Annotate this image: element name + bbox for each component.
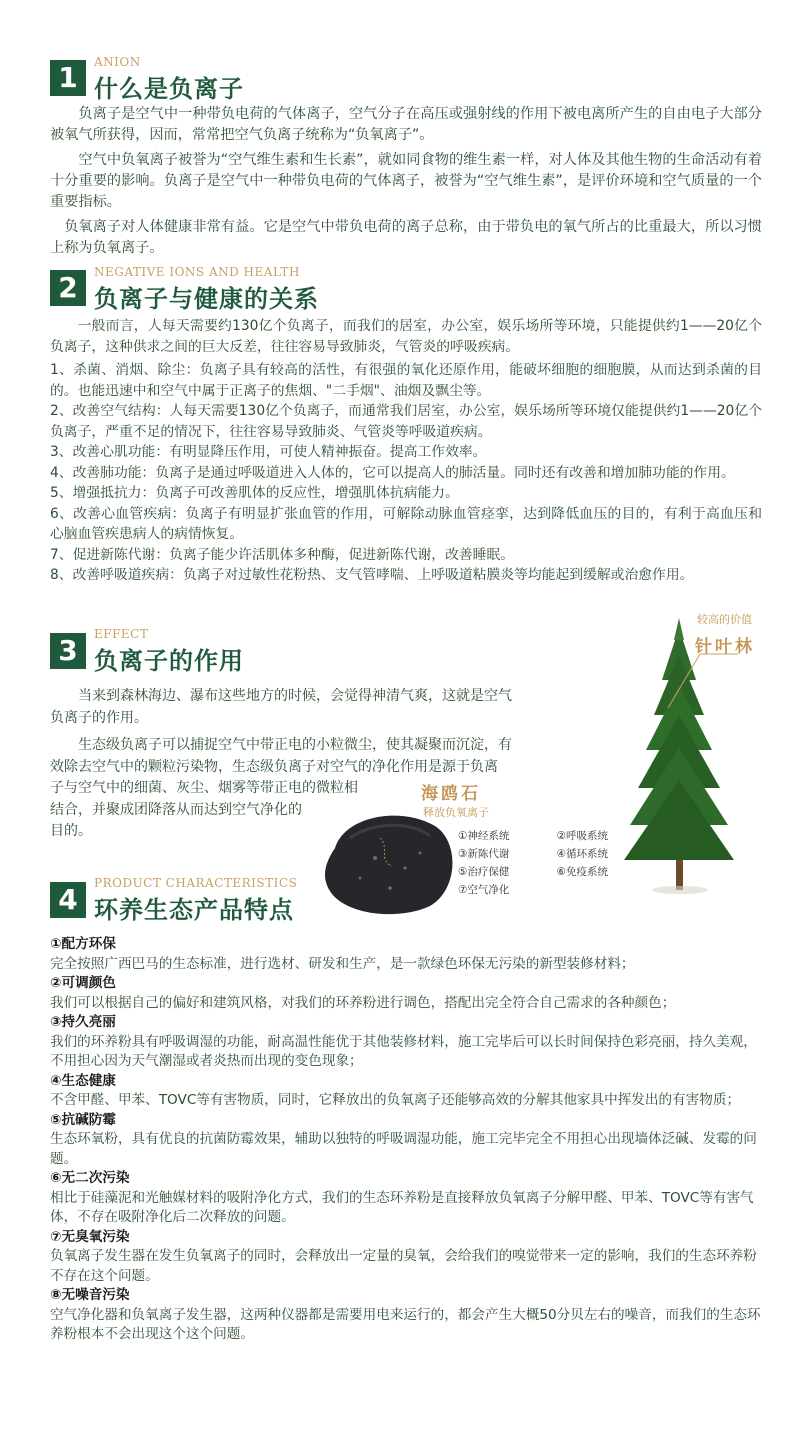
feature-body: 相比于硅藻泥和光触媒材料的吸附净化方式，我们的生态环养粉是直接释放负氧离子分解甲醛、甲苯、TOVC等有害气体，不存在吸附净化后二次释放的问题。	[50, 1189, 754, 1225]
callout-line	[660, 650, 740, 710]
list-item: 6、改善心血管疾病：负离子有明显扩张血管的作用，可解除动脉血管痉挛，达到降低血压的目的，有利于高血压和心脑血管疾患病人的病情恢复。	[50, 505, 762, 542]
text-line: 当来到森林海边、瀑布这些地方的时候，会觉得神清气爽，这就是空气	[78, 688, 512, 704]
benefit-item: ②呼吸系统	[556, 830, 608, 842]
list-item: 7、促进新陈代谢：负离子能少许活肌体多种酶，促进新陈代谢，改善睡眠。	[50, 546, 515, 563]
list-item: 8、改善呼吸道疾病：负离子对过敏性花粉热、支气管哮喘、上呼吸道粘膜炎等均能起到缓解或治愈作用。	[50, 567, 694, 583]
feature-body: 不含甲醛、甲苯、TOVC等有害物质，同时，它释放出的负氧离子还能够高效的分解其他家具中挥发出的有害物质；	[50, 1092, 741, 1108]
section-number-1: 1	[50, 60, 86, 96]
text-line: 目的。	[50, 823, 92, 839]
feature-item	[50, 1286, 762, 1345]
feature-body: 生态环氧粉，具有优良的抗菌防霉效果，辅助以独特的呼吸调湿功能，施工完毕完全不用担心出现墙体泛碱、发霉的问题。	[50, 1131, 757, 1167]
benefit-item: ①神经系统	[458, 830, 510, 842]
list-item: 1、杀菌、消烟、除尘：负离子具有较高的活性，有很强的氧化还原作用，能破坏细胞的细胞膜，从而达到杀菌的目的。也能迅速中和空气中属于正离子的焦烟、"二手烟"、油烟及飘尘等。	[50, 362, 762, 399]
feature-body: 我们可以根据自己的偏好和建筑风格，对我们的环养粉进行调色，搭配出完全符合自己需求的各种颜色；	[50, 994, 676, 1011]
feature-heading: ⑤抗碱防霉	[50, 1111, 116, 1128]
section-en-title-1: ANION	[94, 55, 141, 69]
text-line: 负离子的作用。	[50, 709, 148, 726]
section-number-4: 4	[50, 882, 86, 918]
section-number-2: 2	[50, 270, 86, 306]
rock-image	[320, 808, 460, 918]
feature-body: 空气净化器和负氧离子发生器，这两种仪器都是需要用电来运行的，都会产生大概50分贝左右的噪音，而我们的生态环养粉根本不会出现这个这个问题。	[50, 1306, 761, 1342]
feature-item	[50, 935, 762, 974]
benefit-item: ④循环系统	[556, 848, 608, 860]
benefit-item: ⑦空气净化	[458, 884, 510, 896]
text-line: 生态级负离子可以捕捉空气中带正电的小粒微尘，使其凝聚而沉淀，有	[78, 737, 512, 753]
feature-item	[50, 974, 762, 1013]
section-1-body	[50, 104, 762, 259]
feature-item	[50, 1072, 762, 1111]
text-line: 结合，并聚成团降落从而达到空气净化的	[50, 801, 302, 818]
list-item: 3、改善心肌功能：有明显降压作用，可使人精神振奋。提高工作效率。	[50, 444, 487, 460]
rock-subtitle: 释放负氧离子	[423, 806, 489, 819]
intro-paragraph: 一般而言，人每天需要约130亿个负离子，而我们的居室，办公室，娱乐场所等环境，只能提供约1——20亿个负离子，这种供求之间的巨大反差，往往容易导致肺炎，气管炎的呼吸疾病。	[50, 318, 762, 355]
feature-heading: ③持久亮丽	[50, 1014, 116, 1030]
feature-heading: ①配方环保	[50, 936, 116, 952]
feature-item	[50, 1228, 762, 1287]
feature-heading: ⑥无二次污染	[50, 1170, 130, 1186]
section-en-title-4: PRODUCT CHARACTERISTICS	[94, 876, 298, 890]
feature-heading: ⑧无噪音污染	[50, 1287, 130, 1303]
paragraph: 负离子是空气中一种带负电荷的气体离子，空气分子在高压或强射线的作用下被电离所产生的自由电子大部分被氧气所获得，因而，常常把空气负离子统称为“负氧离子”。	[50, 106, 762, 143]
paragraph: 空气中负氧离子被誉为“空气维生素和生长素”，就如同食物的维生素一样，对人体及其他生物的生命活动有着十分重要的影响。负离子是空气中一种带负电荷的气体离子，被誉为“空气维生素”，是评价环境和空气质量的一个重要指标。	[50, 152, 762, 210]
benefits-list	[458, 827, 608, 899]
benefit-item: ⑤治疗保健	[458, 866, 510, 878]
feature-body: 负氧离子发生器在发生负氧离子的同时，会释放出一定量的臭氧，会给我们的嗅觉带来一定的影响，我们的生态环养粉不存在这个问题。	[50, 1248, 757, 1284]
features-list	[50, 935, 762, 1345]
paragraph: 负氧离子对人体健康非常有益。它是空气中带负电荷的离子总称，由于带负电的氧气所占的比重最大，所以习惯上称为负氧离子。	[50, 219, 762, 256]
feature-body: 我们的环养粉具有呼吸调湿的功能，耐高温性能优于其他装修材料，施工完毕后可以长时间保持色彩亮丽，持久美观，不用担心因为天气潮湿或者炎热而出现的变色现象；	[50, 1033, 757, 1069]
section-en-title-3: EFFECT	[94, 627, 149, 641]
section-number-3: 3	[50, 633, 86, 669]
list-item: 2、改善空气结构：人每天需要130亿个负离子，而通常我们居室，办公室，娱乐场所等环境仅能提供约1——20亿个负离子，严重不足的情况下，往往容易导致肺炎、气管炎等呼吸道疾病。	[50, 403, 762, 440]
feature-item	[50, 1111, 762, 1170]
paragraph	[50, 686, 595, 708]
feature-body: 完全按照广西巴马的生态标准，进行选材、研发和生产，是一款绿色环保无污染的新型装修材料；	[50, 955, 635, 972]
feature-heading: ②可调颜色	[50, 975, 116, 991]
section-en-title-2: NEGATIVE IONS AND HEALTH	[94, 265, 300, 279]
text-line: 子与空气中的细菌、灰尘、烟雾等带正电的微粒相	[50, 780, 358, 796]
section-title-1: 什么是负离子	[94, 75, 244, 103]
feature-item	[50, 1169, 762, 1228]
benefit-item: ③新陈代谢	[458, 848, 510, 860]
list-item: 4、改善肺功能：负离子是通过呼吸道进入人体的，它可以提高人的肺活量。同时还有改善和增加肺功能的作用。	[50, 464, 735, 481]
section-title-3: 负离子的作用	[94, 647, 244, 675]
tree-caption: 较高的价值	[697, 613, 752, 626]
tree-name: 针叶林	[695, 637, 755, 657]
feature-heading: ④生态健康	[50, 1072, 116, 1089]
benefit-item: ⑥免疫系统	[556, 866, 608, 878]
section-title-2: 负离子与健康的关系	[94, 285, 319, 313]
text-line: 效除去空气中的颗粒污染物，生态级负离子对空气的净化作用是源于负离	[50, 758, 498, 775]
rock-name: 海鸥石	[421, 784, 481, 804]
feature-item	[50, 1013, 762, 1072]
list-item: 5、增强抵抗力：负离子可改善肌体的反应性，增强肌体抗病能力。	[50, 485, 459, 501]
section-2-body	[50, 316, 762, 586]
section-title-4: 环养生态产品特点	[94, 896, 294, 924]
feature-heading: ⑦无臭氧污染	[50, 1228, 130, 1245]
